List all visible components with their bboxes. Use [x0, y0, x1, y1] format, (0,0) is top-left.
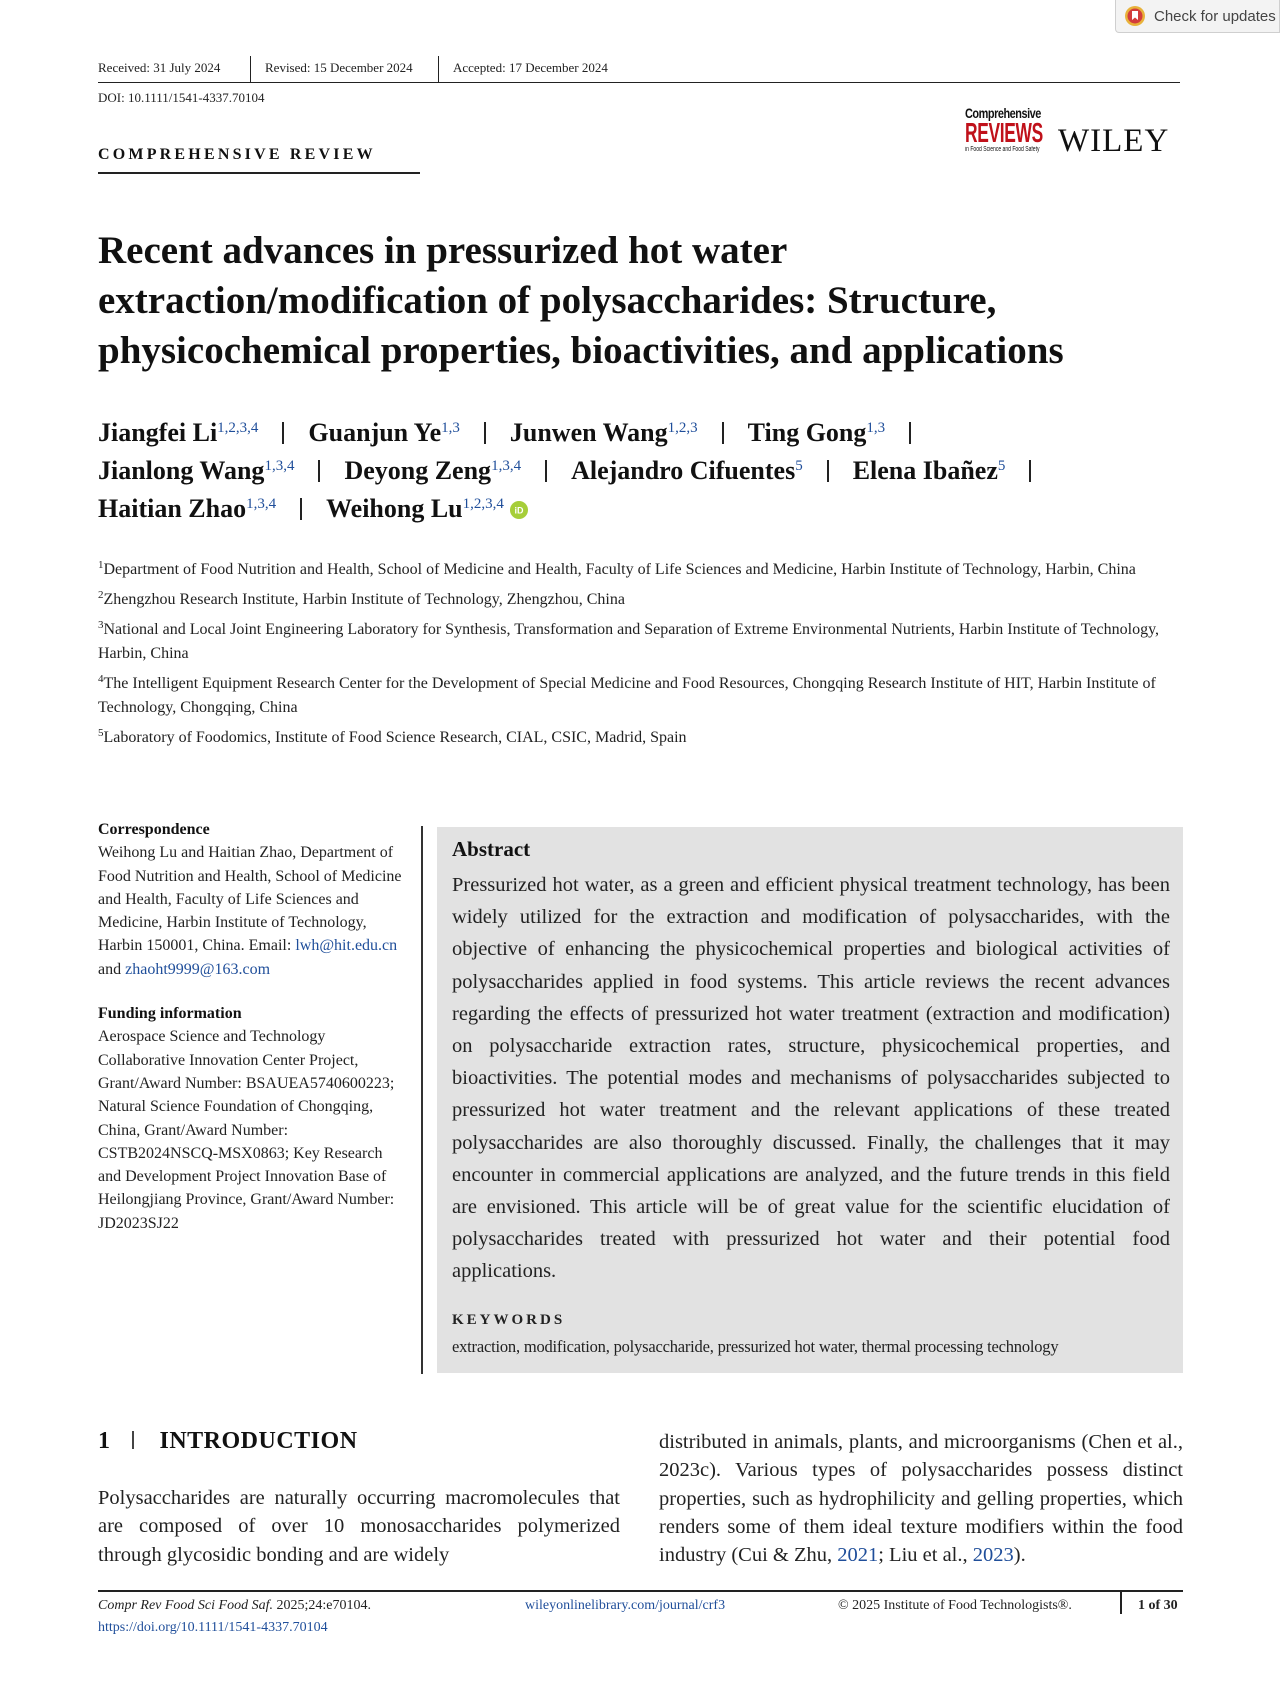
page-number: 1 of 30	[1138, 1598, 1178, 1613]
correspondence-heading: Correspondence	[98, 821, 210, 838]
bookmark-update-icon	[1124, 5, 1146, 27]
journal-volume: 2025;24:e70104.	[272, 1598, 371, 1613]
email-label: Email:	[248, 937, 292, 955]
journal-logo-line3: in Food Science and Food Safety	[965, 146, 1040, 153]
author-separator	[300, 498, 302, 520]
revised-date: Revised: 15 December 2024	[265, 60, 413, 75]
section-title: INTRODUCTION	[159, 1428, 358, 1454]
email-and: and	[98, 960, 122, 978]
author-name: Weihong Lu	[326, 494, 463, 523]
author[interactable]	[510, 418, 698, 447]
author-separator	[318, 460, 320, 482]
footer-separator	[1120, 1590, 1122, 1614]
title-line: physicochemical properties, bioactivities, and applications	[98, 329, 1064, 372]
author-name: Haitian Zhao	[98, 494, 247, 523]
affiliation-number: 5	[98, 727, 104, 739]
author-name: Guanjun Ye	[308, 418, 442, 447]
correspondence-address: Weihong Lu and Haitian Zhao, Department of Food Nutrition and Health, School of Medicine and Health, Faculty of Life Sciences and Medicine, Harbin Institute of Technology, Harbin 150001, China.	[98, 844, 402, 955]
affiliation	[98, 588, 1188, 612]
abstract-box	[437, 827, 1183, 1373]
abstract-heading: Abstract	[452, 837, 531, 861]
svg-text:iD: iD	[514, 505, 524, 516]
author[interactable]	[98, 456, 294, 485]
author-separator	[545, 460, 547, 482]
affiliation-text: The Intelligent Equipment Research Center for the Development of Special Medicine and Food Resources, Chongqing Research Institute of HIT, Harbin Institute of Technology, Chongqing, China	[98, 675, 1156, 716]
footer-copyright: © 2025 Institute of Food Technologists®.	[838, 1598, 1072, 1613]
footer-doi-link[interactable]: https://doi.org/10.1111/1541-4337.70104	[98, 1620, 328, 1635]
affiliation	[98, 558, 1188, 582]
affiliation-text: Laboratory of Foodomics, Institute of Food Science Research, CIAL, CSIC, Madrid, Spain	[103, 729, 687, 746]
column-divider	[421, 826, 423, 1374]
email-link[interactable]: zhaoht9999@163.com	[125, 960, 271, 978]
accepted-date: Accepted: 17 December 2024	[453, 60, 608, 75]
intro-text: ).	[1013, 1544, 1026, 1567]
intro-paragraph-right	[659, 1428, 1183, 1569]
keywords-heading: KEYWORDS	[452, 1312, 566, 1328]
author-affiliation[interactable]: 1,2,3,4	[462, 496, 504, 512]
affiliation-text: National and Local Joint Engineering Laboratory for Synthesis, Transformation and Separation of Extreme Environmental Nutrients, Harbin Institute of Technology, Harbin, China	[98, 621, 1160, 662]
affiliation-number: 2	[98, 589, 104, 601]
author[interactable]	[326, 494, 504, 523]
author-affiliation[interactable]: 1,3,4	[264, 458, 295, 474]
author-affiliation[interactable]: 1,3	[441, 420, 460, 436]
journal-logo-line2: REVIEWS	[965, 117, 1043, 148]
author-separator	[909, 422, 911, 444]
author[interactable]	[571, 456, 803, 485]
footer-journal-site-link[interactable]: wileyonlinelibrary.com/journal/crf3	[525, 1598, 726, 1613]
author-affiliation[interactable]: 1,2,3,4	[217, 420, 259, 436]
date-divider	[438, 56, 439, 82]
affiliation-number: 4	[98, 673, 104, 685]
author-affiliation[interactable]: 1,2,3	[667, 420, 698, 436]
author-name: Ting Gong	[747, 418, 867, 447]
author-affiliation[interactable]: 5	[795, 458, 803, 474]
author-affiliation[interactable]: 5	[997, 458, 1006, 474]
affiliation	[98, 672, 1188, 720]
author-name: Alejandro Cifuentes	[571, 456, 796, 485]
author-separator	[484, 422, 486, 444]
article-type-underline	[98, 172, 420, 174]
author-name: Junwen Wang	[509, 418, 668, 447]
publisher-logo[interactable]: WILEY	[1058, 123, 1170, 159]
author[interactable]	[98, 418, 258, 447]
orcid-icon[interactable]	[510, 496, 528, 526]
received-date: Received: 31 July 2024	[98, 60, 221, 75]
author-separator	[1029, 460, 1031, 482]
affiliation	[98, 726, 1188, 750]
footer-rule	[98, 1590, 1183, 1592]
doi: DOI: 10.1111/1541-4337.70104	[98, 90, 265, 105]
author[interactable]	[853, 456, 1006, 485]
title-line: extraction/modification of polysaccharides: Structure,	[98, 279, 997, 322]
article-title	[98, 226, 1188, 376]
author-separator	[827, 460, 829, 482]
author-name: Deyong Zeng	[344, 456, 492, 485]
author-separator	[282, 422, 284, 444]
author-name: Elena Ibañez	[852, 456, 998, 485]
author-affiliation[interactable]: 1,3	[866, 420, 886, 436]
intro-text: distributed in animals, plants, and microorganisms (Chen et al., 2023c). Various types of polysaccharides possess distinct properties, such as hydrophilicity and gelling properties, which renders some of them ideal texture modifiers within the food industry (Cui & Zhu,	[659, 1431, 1183, 1567]
author[interactable]	[98, 494, 276, 523]
date-divider	[250, 56, 251, 82]
intro-text: ; Liu et al.,	[878, 1544, 973, 1567]
citation-link[interactable]: 2021	[837, 1544, 879, 1567]
funding-text: Aerospace Science and Technology Collaborative Innovation Center Project, Grant/Award Number: BSAUEA5740600223; Natural Science Foundation of Chongqing, China, Grant/Award Number: CSTB2024NSCQ-MSX0863; Key Research and Development Project Innovation Base of Heilongjiang Province, Grant/Award Number: JD2023SJ22	[98, 1028, 395, 1232]
email-link[interactable]: lwh@hit.edu.cn	[295, 937, 398, 955]
section-number: 1	[98, 1428, 110, 1454]
check-for-updates-button[interactable]	[1115, 0, 1280, 33]
footer-journal-citation	[98, 1598, 371, 1614]
article-type: COMPREHENSIVE REVIEW	[98, 146, 376, 163]
intro-paragraph-left: Polysaccharides are naturally occurring macromolecules that are composed of over 10 monosaccharides polymerized through glycosidic bonding and are widely	[98, 1487, 620, 1566]
author-affiliation[interactable]: 1,3,4	[491, 458, 522, 474]
author[interactable]	[344, 456, 521, 485]
affiliation-text: Department of Food Nutrition and Health, School of Medicine and Health, Faculty of Life Sciences and Medicine, Harbin Institute of Technology, Harbin, China	[103, 561, 1136, 578]
correspondence-text	[98, 841, 408, 981]
affiliation-text: Zhengzhou Research Institute, Harbin Institute of Technology, Zhengzhou, China	[103, 591, 625, 608]
author-separator	[722, 422, 724, 444]
section-heading-introduction	[98, 1428, 358, 1455]
affiliations	[98, 558, 1188, 756]
author[interactable]	[748, 418, 886, 447]
title-line: Recent advances in pressurized hot water	[98, 229, 788, 272]
abstract-body: Pressurized hot water, as a green and efficient physical treatment technology, has been widely utilized for the extraction and modification of polysaccharides, with the objective of enhancing the physicochemical properties and biological activities of polysaccharides applied in food systems. This article reviews the recent advances regarding the effects of pressurized hot water treatment (extraction and modification) on polysaccharide extraction rates, structure, physicochemical properties, and bioactivities. The potential modes and mechanisms of polysaccharides subjected to pressurized hot water treatment and the relevant applications of these treated polysaccharides are also thoroughly discussed. Finally, the challenges that it may encounter in commercial applications are analyzed, and the future trends in this field are envisioned. This article will be of great value for the scientific elucidation of polysaccharides treated with pressurized hot water and their potential food applications.	[452, 874, 1170, 1283]
author-name: Jiangfei Li	[98, 418, 218, 447]
article-history	[98, 56, 1180, 83]
article-sidebar	[98, 818, 408, 1235]
journal-logo[interactable]	[965, 106, 1047, 160]
check-for-updates-label: Check for updates	[1154, 7, 1276, 25]
affiliation-number: 3	[98, 619, 104, 631]
section-separator	[132, 1431, 134, 1449]
affiliation	[98, 618, 1188, 666]
author[interactable]	[308, 418, 459, 447]
journal-logo-line1: Comprehensive	[965, 105, 1041, 121]
citation-link[interactable]: 2023	[972, 1544, 1014, 1567]
affiliation-number: 1	[98, 559, 104, 571]
author-name: Jianlong Wang	[98, 456, 265, 485]
funding-heading: Funding information	[98, 1005, 242, 1023]
journal-abbrev: Compr Rev Food Sci Food Saf.	[98, 1598, 273, 1613]
keywords: extraction, modification, polysaccharide, pressurized hot water, thermal processing technology	[452, 1337, 1059, 1356]
author-affiliation[interactable]: 1,3,4	[246, 496, 277, 512]
